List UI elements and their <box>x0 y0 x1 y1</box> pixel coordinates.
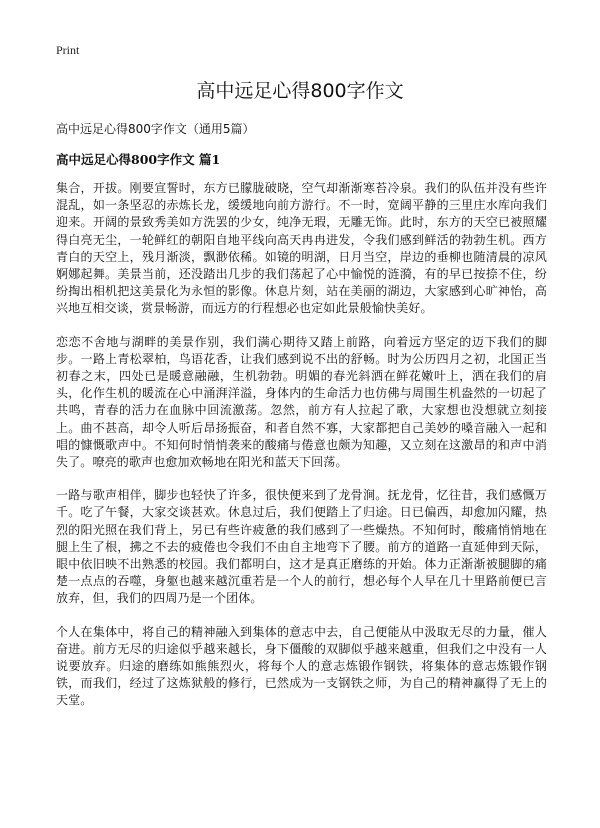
article-body <box>56 180 547 726</box>
paragraph: 集合，开拔。刚要宣誓时，东方已朦胧破晓，空气却渐渐寒苔冷泉。我们的队伍并没有些许混乱，如一条坚忍的赤炼长龙，缓缓地向前方游行。不一时，宽阔平静的三里庄水库向我们迎来。开阔的景致秀美如方洗罢的少女，纯净无瑕，无雕无饰。此时，东方的天空已被照耀得白亮无尘，一轮鲜红的朝阳自地平线向高天冉冉进发，令我们感到鲜活的勃勃生机。西方青白的天空上，残月渐淡，飘渺依稀。如镜的明湖，日月当空，岸边的垂柳也随清晨的凉风婀娜起舞。美景当前，还没踏出几步的我们荡起了心中愉悦的涟漪，有的早已按捺不住，纷纷掏出相机把这美景化为永恒的影像。休息片刻，站在美丽的湖边，大家感到心旷神怡，高兴地互相交谈，赏景畅游，而远方的行程想必也定如此景般愉快美好。 <box>56 181 547 316</box>
paragraph: 个人在集体中，将自己的精神融入到集体的意志中去，自己便能从中汲取无尽的力量，催人奋进。前方无尽的归途似乎越来越长，身下僵酸的双脚似乎越来越重，但我们之中没有一人说要放弃。归途的磨练如熊熊烈火，将每个人的意志炼锻作钢铁，将集体的意志炼锻作钢铁，而我们，经过了这炼狱般的修行，已然成为一支钢铁之师，为自己的精神赢得了无上的天堂。 <box>56 624 547 708</box>
section-heading: 高中远足心得800字作文 篇1 <box>56 152 221 167</box>
print-link[interactable]: Print <box>56 43 80 57</box>
paragraph: 一路与歌声相伴，脚步也轻快了许多，很快便来到了龙骨涧。抚龙骨，忆往昔，我们感慨万千。吃了午餐，大家交谈甚欢。休息过后，我们便踏上了归途。日已偏西，却愈加闪耀，热烈的阳光照在我们背上，另已有些许疲惫的我们感到了一些燥热。不知何时，酸痛悄悄地在腿上生了根，拂之不去的疲倦也令我们不由自主地弯下了腰。前方的道路一直延伸到天际，眼中依旧映不出熟悉的校园。我们都明白，这才是真正磨练的开始。体力正渐渐被腿脚的痛楚一点点的吞噬，身躯也越来越沉重若是一个人的前行，想必每个人早在几十里路前便已言放弃，但，我们的四周乃是一个团体。 <box>56 488 547 606</box>
page-title: 高中远足心得800字作文 <box>196 80 404 102</box>
document-subtitle: 高中远足心得800字作文（通用5篇） <box>56 122 255 136</box>
paragraph: 恋恋不舍地与湖畔的美景作别，我们满心期待又踏上前路，向着远方坚定的迈下我们的脚步。一路上青松翠柏，鸟语花香，让我们感到说不出的舒畅。时为公历四月之初，北国正当初春之末，四处已是暖意融融，生机勃勃。明媚的春光斜洒在鲜花嫩叶上，洒在我们的肩头，化作生机的暖流在心中涌湃洋溢，身体内的生命活力也仿佛与周围生机盎然的一切起了共鸣，青春的活力在血脉中回流激荡。忽然，前方有人拉起了歌，大家想也没想就立刻接上。曲不甚高，却令人听后昂扬振奋，和者自然不寡，大家都把自己美妙的嗓音融入一起和唱的慷慨歌声中。不知何时悄悄袭来的酸痛与倦意也颇为知趣，又立刻在这激昂的和声中消失了。嘹亮的歌声也愈加欢畅地在阳光和蓝天下回荡。 <box>56 334 547 470</box>
